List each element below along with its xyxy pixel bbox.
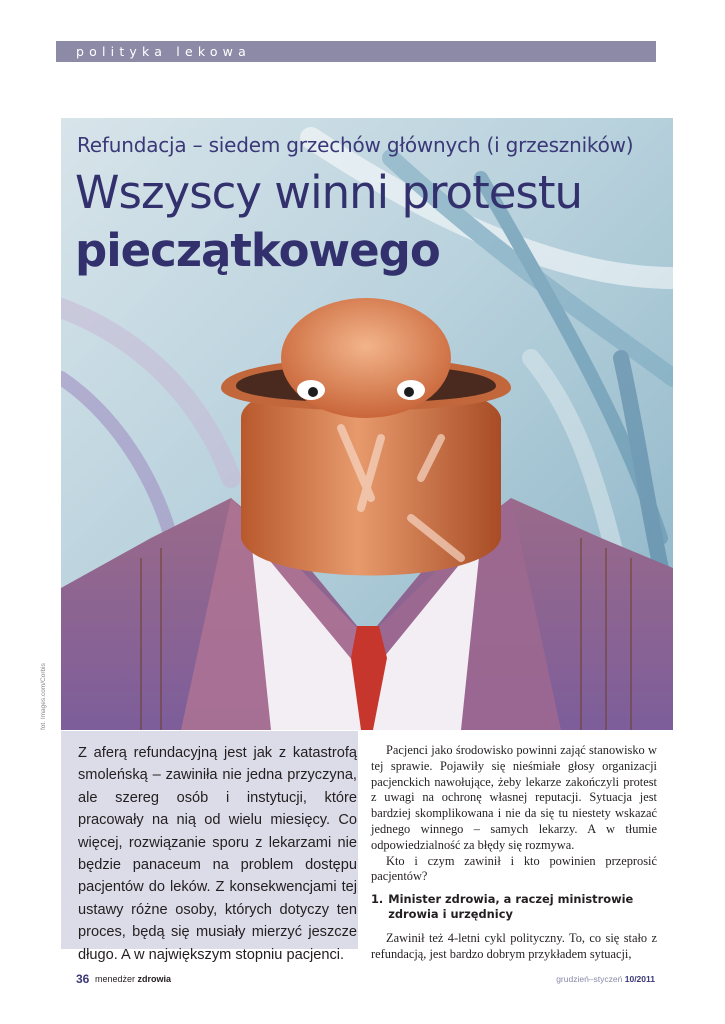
article-title-line1: Wszyscy winni protestu (75, 166, 583, 219)
section-label: polityka lekowa (76, 44, 251, 59)
article-title-line2: pieczątkowego (75, 224, 440, 277)
article-body (371, 743, 657, 963)
issue-months: grudzień–styczeń (556, 974, 623, 984)
issue-number: 10/2011 (624, 974, 655, 984)
article-kicker: Refundacja – siedem grzechów głównych (i grzeszników) (77, 133, 634, 157)
magazine-name (95, 974, 171, 984)
section-subheading (371, 892, 657, 922)
page-number: 36 (76, 972, 90, 986)
body-paragraph: Zawinił też 4-letni cykl polityczny. To, co się stało z refundacją, jest bardzo dobrym przykładem sytuacji, (371, 931, 657, 961)
body-paragraph: Kto i czym zawinił i kto powinien przeprosić pacjentów? (371, 853, 657, 884)
magazine-title: zdrowia (137, 974, 172, 984)
magazine-prefix: menedżer (95, 974, 136, 984)
lead-paragraph: Z aferą refundacyjną jest jak z katastrofą smoleńską – zawiniła nie jedna przyczyna, ale szereg osób i instytucji, które pracowały na nią od wielu miesięcy. Co więcej, rozwiązanie sporu z lekarzami nie będzie panaceum na problem dostępu pacjentów do leków. Z konsekwencjami tej ustawy różne osoby, których dotyczy ten proces, będą się musiały mierzyć jeszcze długo. A w największym stopniu pacjenci. (78, 745, 357, 963)
lead-box (61, 731, 358, 963)
subheading-text: Minister zdrowia, a raczej ministrowie zdrowia i urzędnicy (388, 892, 634, 922)
section-header-bar (56, 41, 656, 62)
body-paragraph: Pacjenci jako środowisko powinni zająć stanowisko w tej sprawie. Pojawiły się nieśmiałe głosy organizacji pacjenckich nawołujące, żeby lekarze zakończyli protest z uwagi na ochronę własnej reputacji. Sytuacja jest bardziej skomplikowana i nie da się tu niestety wskazać jednego winnego – samych lekarzy. A w tłumie odpowiedzialność za błędy się rozmywa. (371, 743, 657, 852)
photo-credit: fot. Images.com/Corbis (40, 663, 47, 730)
subheading-number: 1. (371, 892, 384, 907)
issue-info (556, 974, 655, 984)
